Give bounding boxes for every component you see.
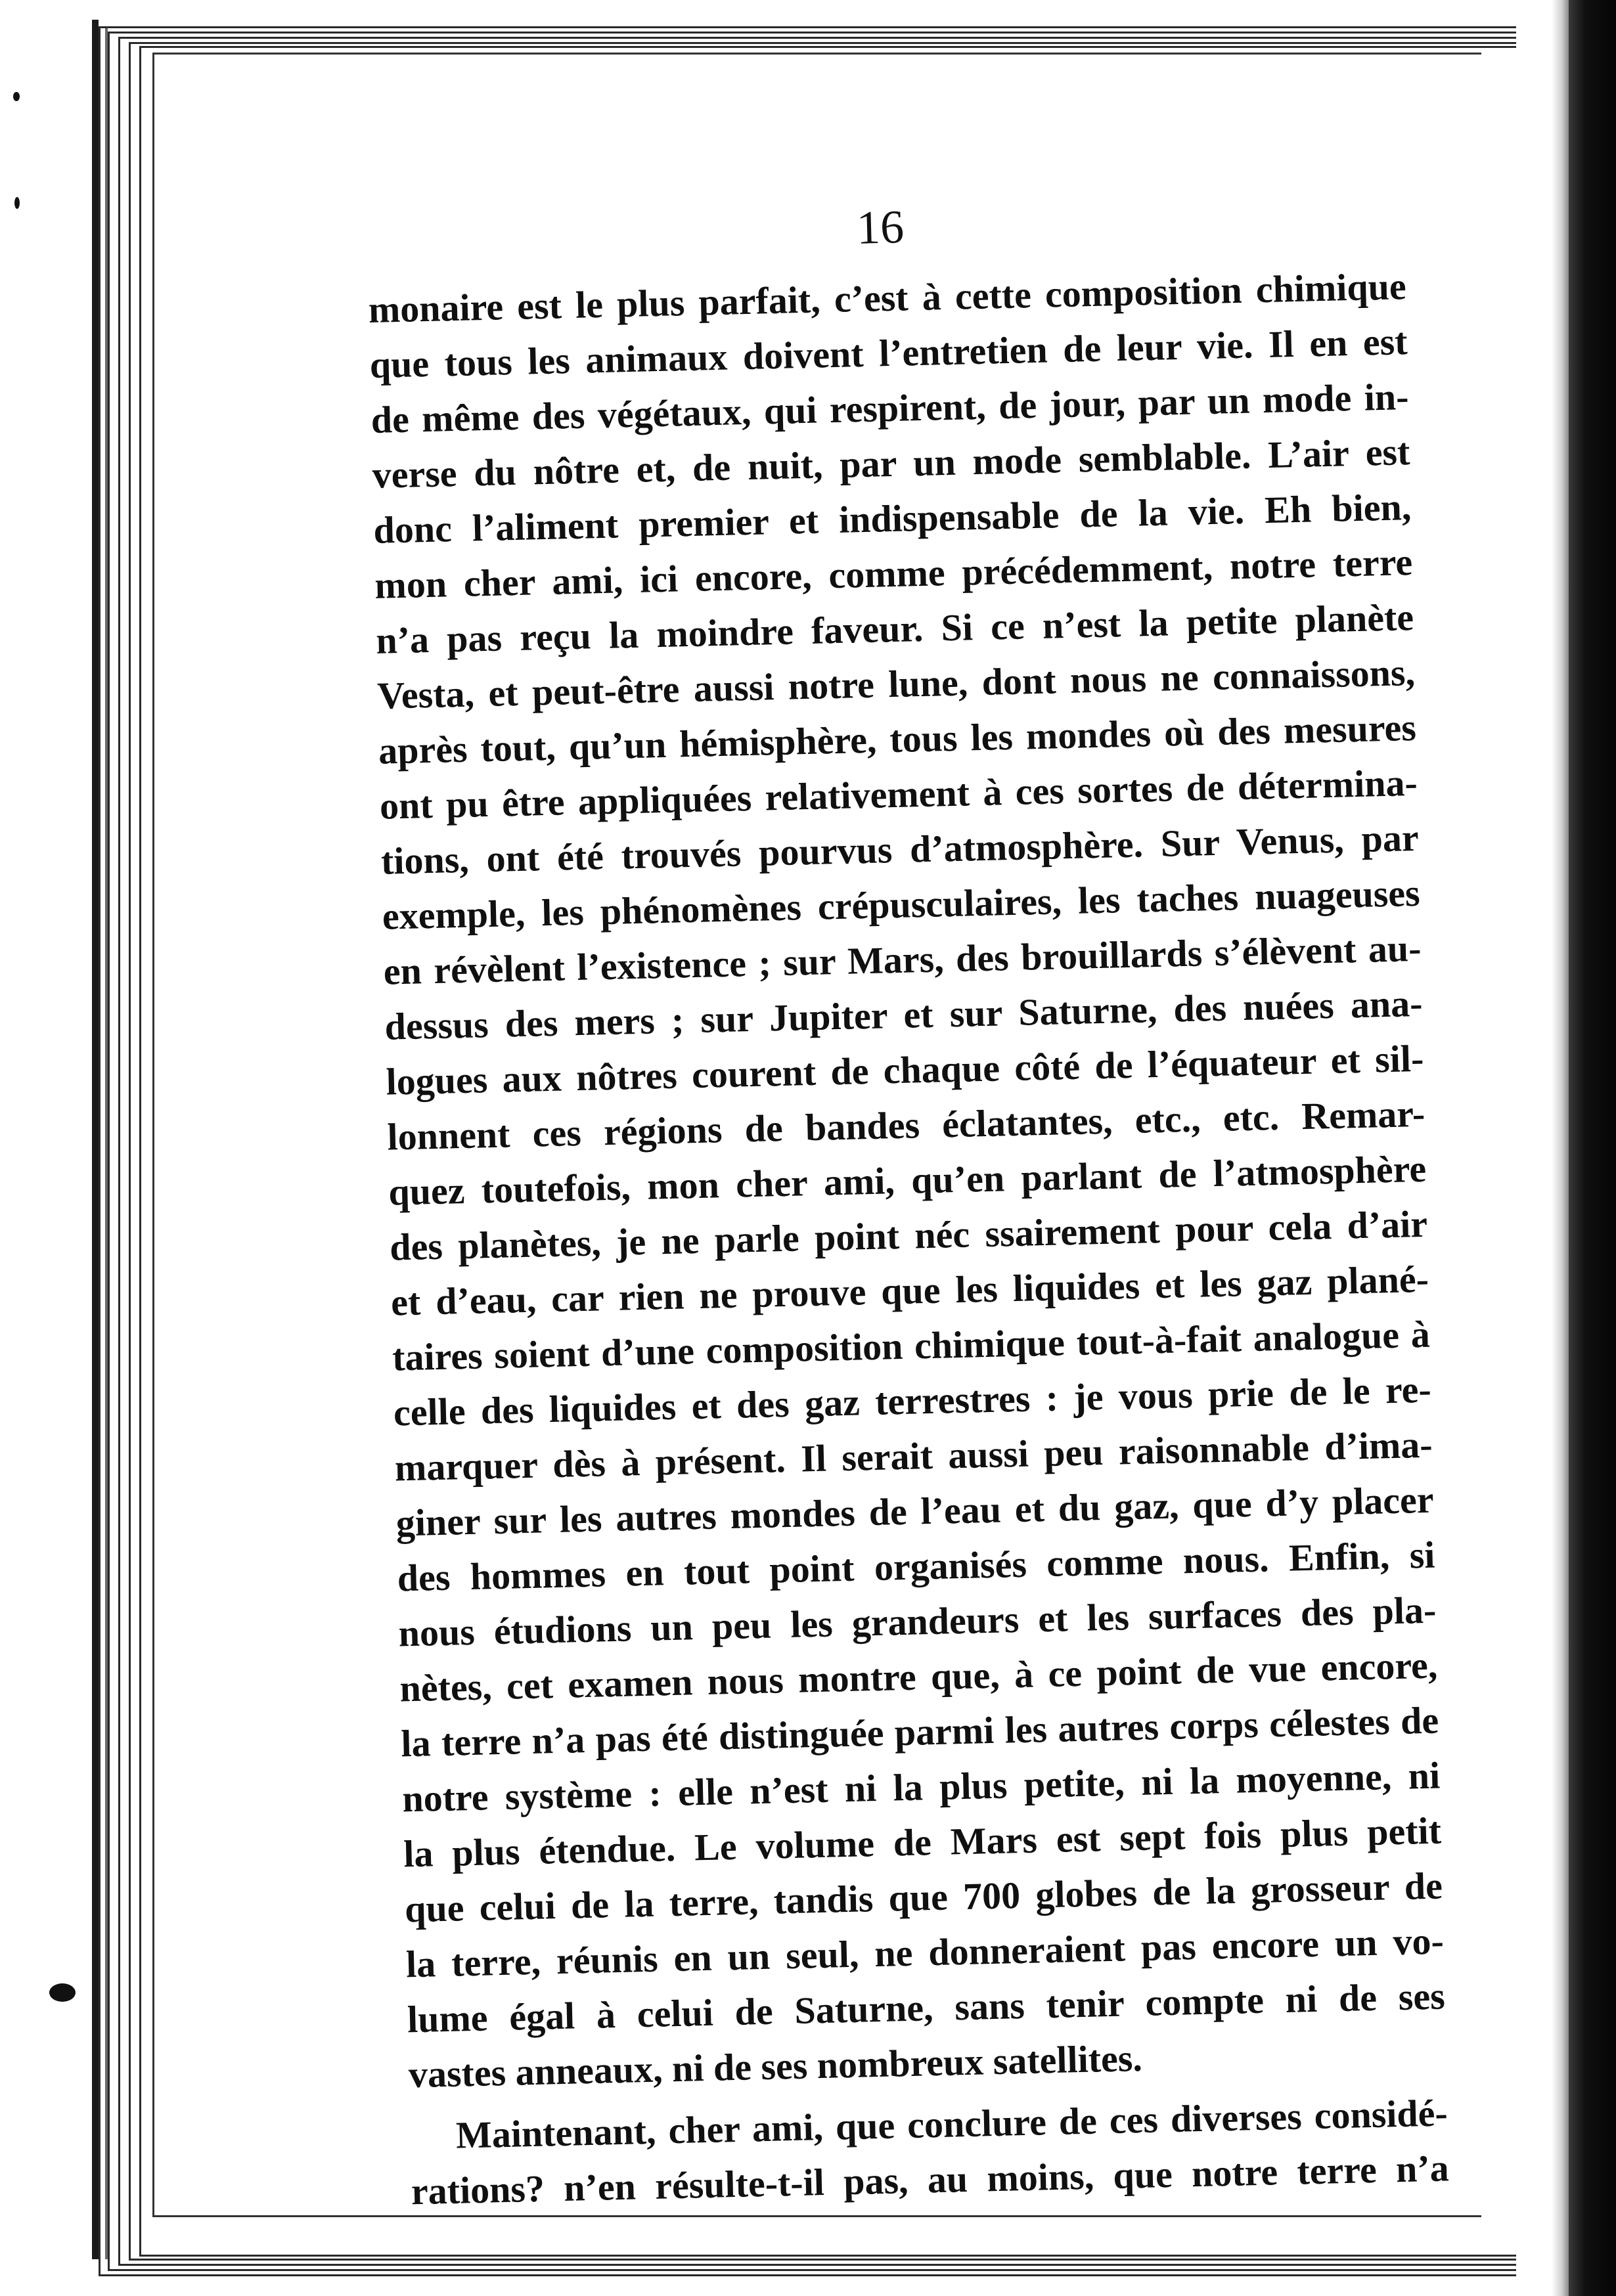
scan-speck <box>13 92 20 101</box>
body-text <box>368 259 1450 2219</box>
text-line: nètes, cet examen nous montre que, à ce point de vue encore, <box>399 1643 1438 1710</box>
text-line: vastes anneaux, ni de ses nombreux satellites. <box>408 2036 1143 2096</box>
scan-speck <box>14 197 20 209</box>
text-line: dessus des mers ; sur Jupiter et sur Saturne, des nuées ana- <box>384 981 1424 1048</box>
text-line: donc l’aliment premier et indispensable de la vie. Eh bien, <box>372 485 1412 552</box>
text-line: lonnent ces régions de bandes éclatantes, etc., etc. Remar- <box>386 1092 1425 1159</box>
text-line: tions, ont été trouvés pourvus d’atmosphère. Sur Venus, par <box>380 816 1420 883</box>
text-line: monaire est le plus parfait, c’est à cette composition chimique <box>368 265 1407 331</box>
text-line: et d’eau, car rien ne prouve que les liquides et les gaz plané- <box>390 1257 1429 1324</box>
text-line: notre système : elle n’est ni la plus petite, ni la moyenne, ni <box>401 1754 1441 1821</box>
text-line: marquer dès à présent. Il serait aussi peu raisonnable d’ima- <box>394 1423 1433 1490</box>
binding-shadow <box>1552 0 1569 2296</box>
text-line: taires soient d’une composition chimique tout-à-fait analogue à <box>392 1312 1431 1379</box>
text-line: verse du nôtre et, de nuit, par un mode semblable. L’air est <box>371 430 1410 497</box>
text-line: logues aux nôtres courent de chaque côté de l’équateur et sil- <box>385 1036 1424 1103</box>
text-line: la terre n’a pas été distinguée parmi les autres corps célestes de <box>400 1698 1439 1765</box>
text-line: des planètes, je ne parle point néc ssairement pour cela d’air <box>389 1202 1428 1269</box>
text-line: mon cher ami, ici encore, comme précédemment, notre terre <box>374 541 1413 607</box>
text-line: que celui de la terre, tandis que 700 globes de la grosseur de <box>404 1864 1443 1931</box>
text-line: lume égal à celui de Saturne, sans tenir compte ni de ses <box>407 1974 1446 2041</box>
text-line: de même des végétaux, qui respirent, de jour, par un mode in- <box>370 375 1410 441</box>
text-line: Vesta, et peut-être aussi notre lune, dont nous ne connaissons, <box>376 651 1416 717</box>
text-line: n’a pas reçu la moindre faveur. Si ce n’est la petite planète <box>375 596 1414 662</box>
text-line: nous étudions un peu les grandeurs et les surfaces des pla- <box>397 1588 1437 1655</box>
scan-speck <box>49 1983 76 2002</box>
text-line: la plus étendue. Le volume de Mars est sept fois plus petit <box>403 1809 1442 1876</box>
binding-edge-right <box>1569 0 1616 2296</box>
scan-edge-left <box>92 20 99 2259</box>
text-line: exemple, les phénomènes crépusculaires, les taches nuageuses <box>382 871 1421 938</box>
text-line: giner sur les autres mondes de l’eau et du gaz, que d’y placer <box>395 1478 1435 1545</box>
text-line: en révèlent l’existence ; sur Mars, des brouillards s’élèvent au- <box>383 926 1422 993</box>
text-line: après tout, qu’un hémisphère, tous les mondes où des mesures <box>378 705 1417 772</box>
page-number: 16 <box>855 200 905 254</box>
text-line: quez toutefois, mon cher ami, qu’en parlant de l’atmosphère <box>388 1147 1427 1214</box>
text-line: la terre, réunis en un seul, ne donneraient pas encore un vo- <box>405 1919 1445 1986</box>
text-line: celle des liquides et des gaz terrestres : je vous prie de le re- <box>393 1367 1432 1434</box>
text-line: rations? n’en résulte-t-il pas, au moins, que notre terre n’a <box>411 2146 1450 2213</box>
text-line: ont pu être appliquées relativement à ces sortes de détermina- <box>379 761 1418 828</box>
text-line: que tous les animaux doivent l’entretien de leur vie. Il en est <box>369 320 1408 386</box>
text-line: des hommes en tout point organisés comme nous. Enfin, si <box>397 1533 1436 1600</box>
text-line: Maintenant, cher ami, que conclure de ces diverses considé- <box>455 2091 1448 2157</box>
